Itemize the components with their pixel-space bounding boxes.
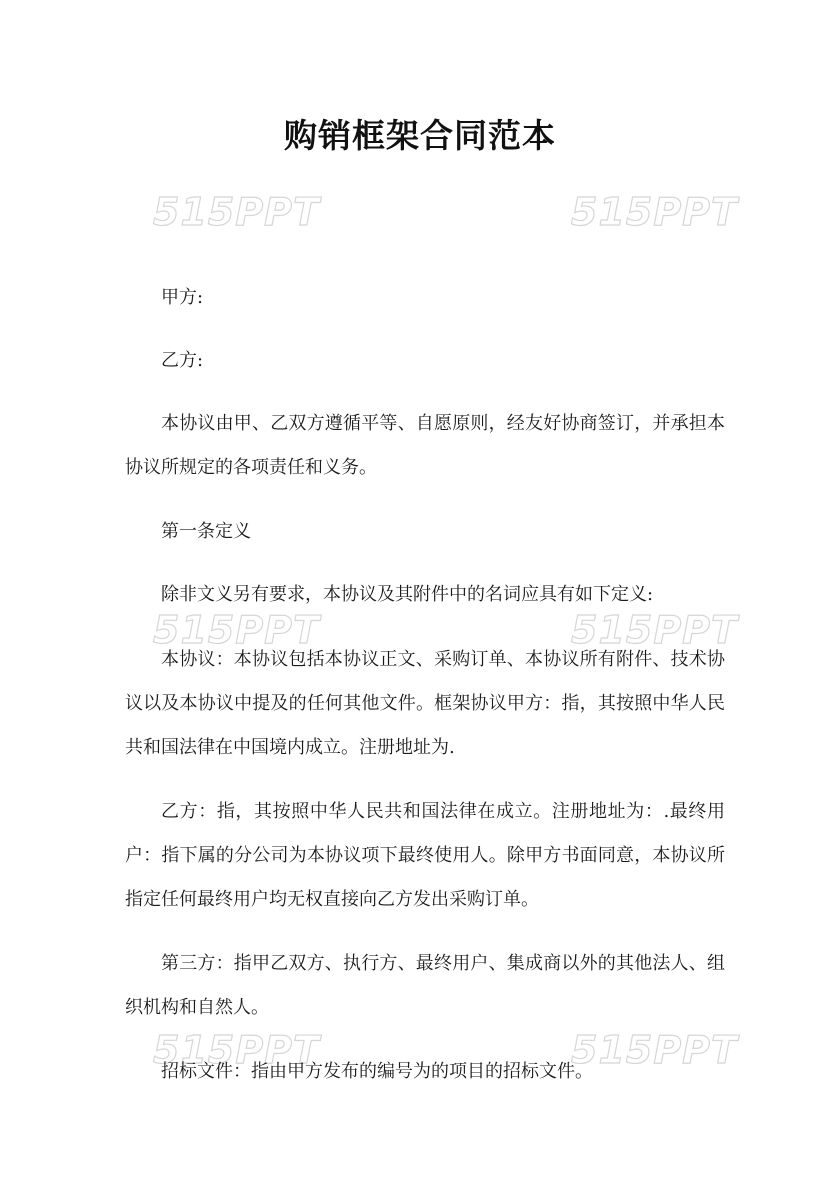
article-1-heading: 第一条定义 [161,521,251,542]
watermark: 515PPT [153,190,320,234]
definitions-intro: 除非文义另有要求，本协议及其附件中的名词应具有如下定义: [161,584,654,605]
watermark: 515PPT [571,1028,738,1072]
watermark: 515PPT [153,1028,320,1072]
intro-paragraph: 本协议由甲、乙双方遵循平等、自愿原则，经友好协商签订，并承担本协议所规定的各项责任和义务。 [125,413,725,478]
watermark: 515PPT [571,608,738,652]
definition-party-b: 乙方：指，其按照中华人民共和国法律在成立。注册地址为：.最终用户：指下属的分公司为本协议项下最终使用人。除甲方书面同意，本协议所指定任何最终用户均无权直接向乙方发出采购订单。 [125,801,725,910]
document-title: 购销框架合同范本 [284,116,556,155]
watermark: 515PPT [571,190,738,234]
party-b-line: 乙方: [161,350,204,371]
definition-third-party: 第三方：指甲乙双方、执行方、最终用户、集成商以外的其他法人、组织机构和自然人。 [125,953,725,1018]
definition-agreement: 本协议：本协议包括本协议正文、采购订单、本协议所有附件、技术协议以及本协议中提及的任何其他文件。框架协议甲方：指，其按照中华人民共和国法律在中国境内成立。注册地址为. [125,649,725,758]
watermark: 515PPT [153,608,320,652]
party-a-line: 甲方: [161,287,204,308]
definition-tender-document: 招标文件：指由甲方发布的编号为的项目的招标文件。 [161,1061,593,1082]
